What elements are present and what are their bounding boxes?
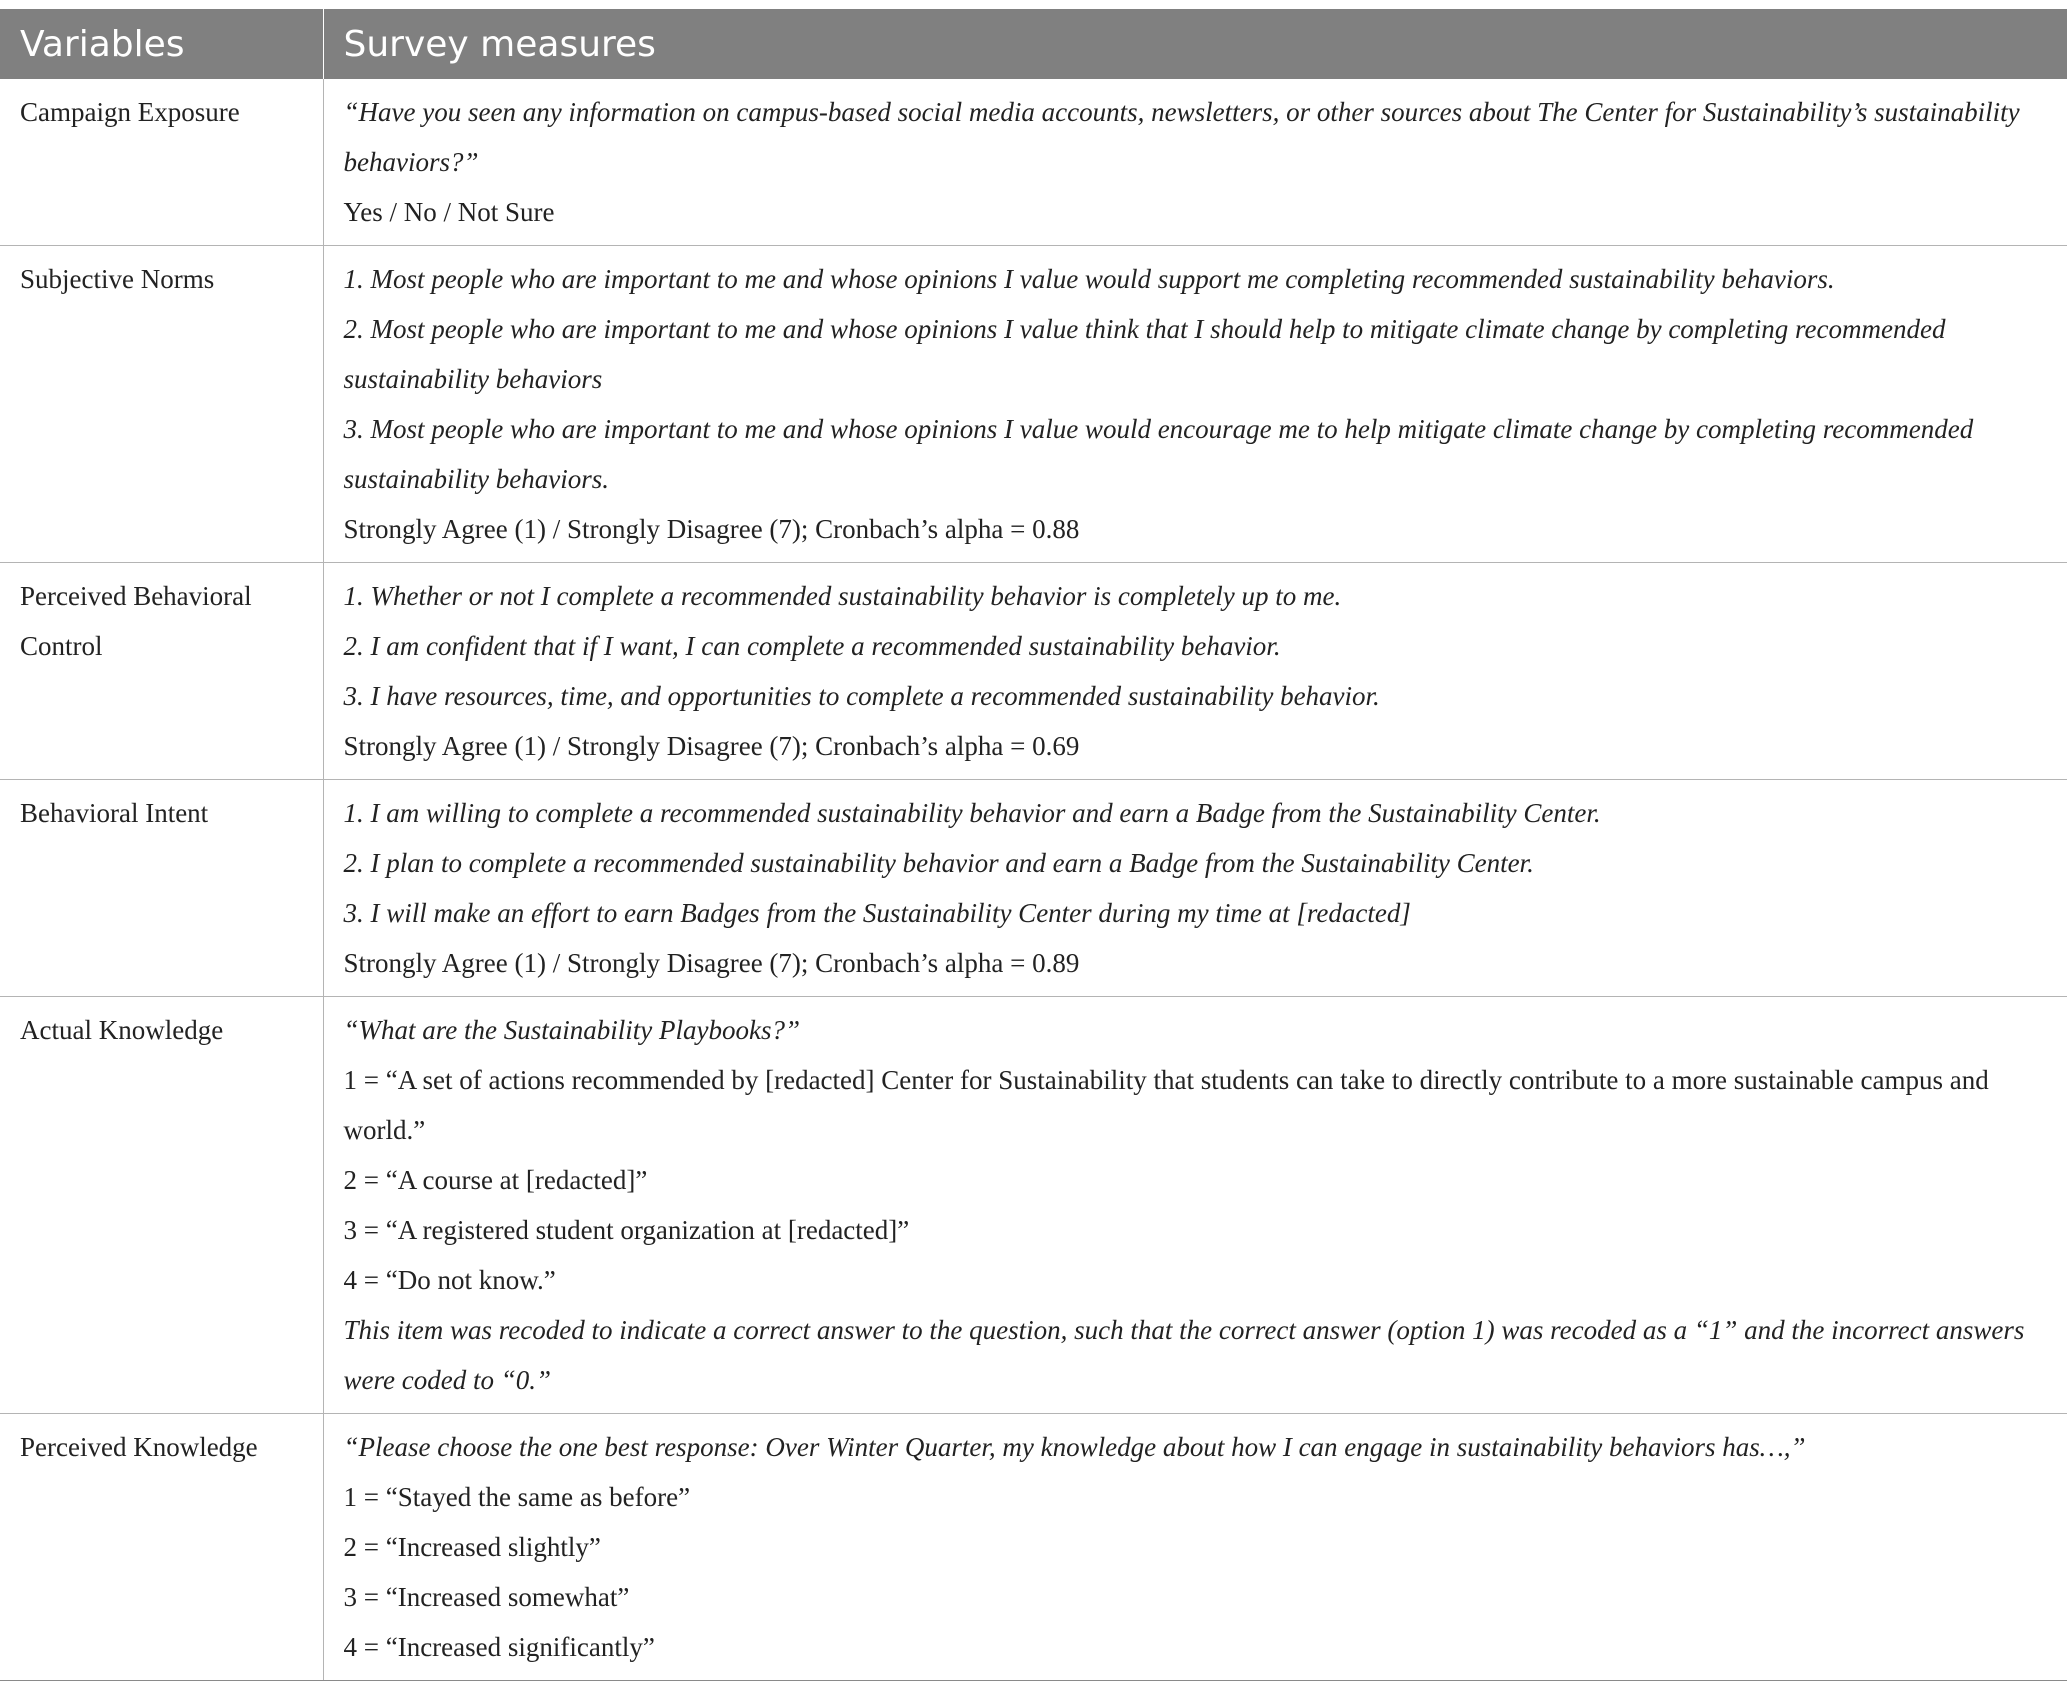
table-row bbox=[0, 997, 2067, 1414]
measure-line: “Please choose the one best response: Over Winter Quarter, my knowledge about how I can engage in sustainability behaviors has…,” bbox=[343, 1432, 1806, 1462]
header-variables: Variables bbox=[0, 9, 323, 79]
table-row bbox=[0, 780, 2067, 997]
measure-line: “Have you seen any information on campus-based social media accounts, newsletters, or other sources about The Center for Sustainability’s sustainability behaviors?” bbox=[343, 97, 2020, 177]
measure-line: 2. I plan to complete a recommended sustainability behavior and earn a Badge from the Sustainability Center. bbox=[343, 848, 1534, 878]
measure-line: Strongly Agree (1) / Strongly Disagree (7); Cronbach’s alpha = 0.69 bbox=[343, 731, 1080, 761]
measure-line: 1 = “Stayed the same as before” bbox=[343, 1482, 691, 1512]
measure-line: 2. Most people who are important to me and whose opinions I value think that I should help to mitigate climate change by completing recommended sustainability behaviors bbox=[343, 314, 1946, 394]
survey-measures-table bbox=[0, 9, 2067, 1681]
measure-cell bbox=[323, 563, 2067, 780]
measure-line: 2. I am confident that if I want, I can complete a recommended sustainability behavior. bbox=[343, 631, 1281, 661]
measure-cell bbox=[323, 246, 2067, 563]
measure-line: 4 = “Do not know.” bbox=[343, 1265, 556, 1295]
measure-cell bbox=[323, 780, 2067, 997]
measure-line: 3 = “A registered student organization at [redacted]” bbox=[343, 1215, 910, 1245]
measure-line: Yes / No / Not Sure bbox=[343, 197, 555, 227]
table-body bbox=[0, 79, 2067, 1681]
measure-line: 2 = “A course at [redacted]” bbox=[343, 1165, 648, 1195]
variable-name: Campaign Exposure bbox=[20, 97, 240, 127]
measure-line: 1. I am willing to complete a recommended sustainability behavior and earn a Badge from the Sustainability Center. bbox=[343, 798, 1601, 828]
measure-line: Strongly Agree (1) / Strongly Disagree (7); Cronbach’s alpha = 0.88 bbox=[343, 514, 1080, 544]
variable-cell bbox=[0, 997, 323, 1414]
measure-line: 2 = “Increased slightly” bbox=[343, 1532, 601, 1562]
measure-cell bbox=[323, 79, 2067, 246]
measure-line: 1. Most people who are important to me and whose opinions I value would support me completing recommended sustainability behaviors. bbox=[343, 264, 1835, 294]
variable-cell bbox=[0, 246, 323, 563]
measure-line: Strongly Agree (1) / Strongly Disagree (7); Cronbach’s alpha = 0.89 bbox=[343, 948, 1080, 978]
measure-line: 1 = “A set of actions recommended by [redacted] Center for Sustainability that students can take to directly contribute to a more sustainable campus and world.” bbox=[343, 1065, 1989, 1145]
measure-line: “What are the Sustainability Playbooks?” bbox=[343, 1015, 800, 1045]
survey-measures-table-container bbox=[0, 9, 2067, 1681]
variable-cell bbox=[0, 780, 323, 997]
measure-line: 1. Whether or not I complete a recommended sustainability behavior is completely up to me. bbox=[343, 581, 1342, 611]
table-row bbox=[0, 1414, 2067, 1681]
variable-name: Perceived Knowledge bbox=[20, 1432, 258, 1462]
variable-name: Behavioral Intent bbox=[20, 798, 209, 828]
table-row bbox=[0, 79, 2067, 246]
variable-cell bbox=[0, 1414, 323, 1681]
measure-line: 3 = “Increased somewhat” bbox=[343, 1582, 630, 1612]
measure-cell bbox=[323, 997, 2067, 1414]
variable-cell bbox=[0, 79, 323, 246]
variable-name: Actual Knowledge bbox=[20, 1015, 224, 1045]
measure-line: 3. I will make an effort to earn Badges from the Sustainability Center during my time at [redacted] bbox=[343, 898, 1411, 928]
header-survey-measures: Survey measures bbox=[323, 9, 2067, 79]
variable-name: Perceived Behavioral Control bbox=[20, 581, 252, 661]
measure-cell bbox=[323, 1414, 2067, 1681]
variable-name: Subjective Norms bbox=[20, 264, 215, 294]
measure-line: 4 = “Increased significantly” bbox=[343, 1632, 655, 1662]
table-header-row bbox=[0, 9, 2067, 79]
table-row bbox=[0, 246, 2067, 563]
measure-line: 3. I have resources, time, and opportunities to complete a recommended sustainability behavior. bbox=[343, 681, 1380, 711]
variable-cell bbox=[0, 563, 323, 780]
table-row bbox=[0, 563, 2067, 780]
measure-line: 3. Most people who are important to me and whose opinions I value would encourage me to help mitigate climate change by completing recommended sustainability behaviors. bbox=[343, 414, 1974, 494]
measure-line: This item was recoded to indicate a correct answer to the question, such that the correct answer (option 1) was recoded as a “1” and the incorrect answers were coded to “0.” bbox=[343, 1315, 2025, 1395]
